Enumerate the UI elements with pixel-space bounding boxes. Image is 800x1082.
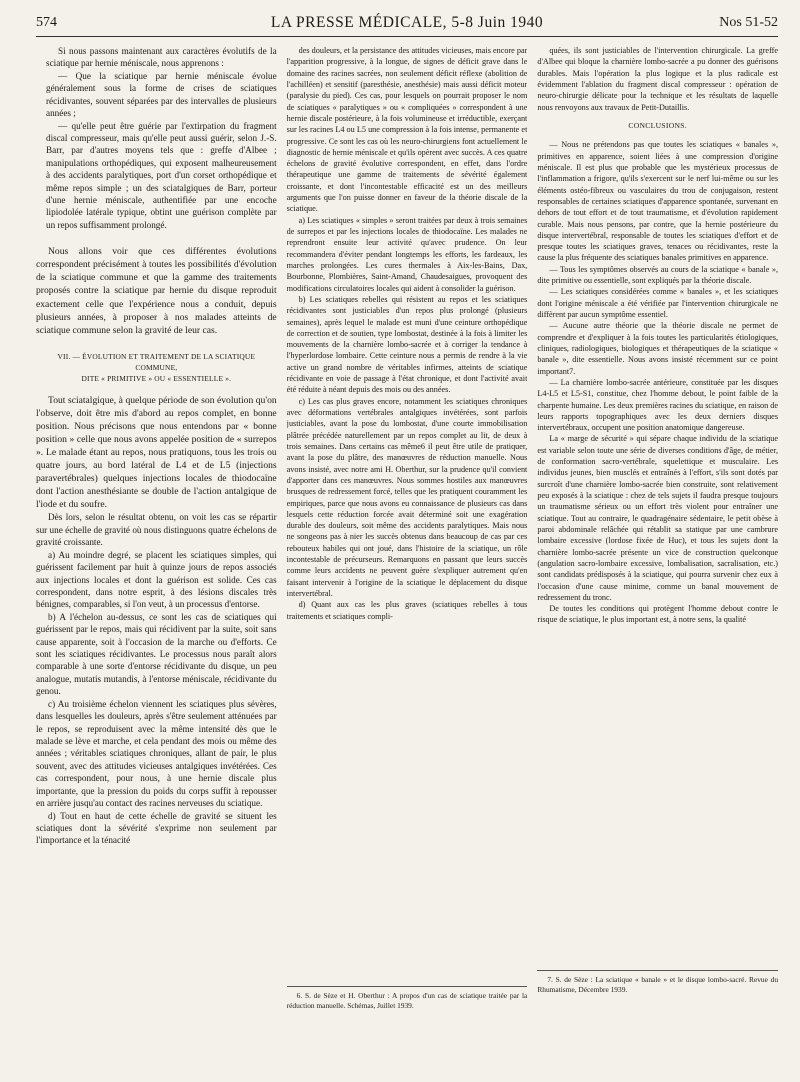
column-3 <box>537 45 778 1075</box>
text-columns <box>36 45 778 1075</box>
journal-title: LA PRESSE MÉDICALE, 5-8 Juin 1940 <box>270 14 544 31</box>
paragraph: Dès lors, selon le résultat obtenu, on voit les cas se répartir sur une échelle de gravité où nous distinguons quatre échelons de gravité croissante. <box>36 512 277 548</box>
paragraph: des douleurs, et la persistance des attitudes vicieuses, mais encore par l'apparition progressive, à la longue, de signes de déficit grave dans le domaine des racines sacrées, non seulement déficit réflexe (abolition de l'achilléen) et sensitif (paresthésie, anesthésie) mais aussi déficit moteur (paralysie du pied). Ces cas, pour lesquels on pourrait proposer le nom de sciatiques « paralytiques » ou « compliquées » correspondent à une hernie discale postérieure, à la fois volumineuse et irréductible, exerçant sur les racines L4 ou L5 une compression à la fois intense, permanente et progressive. Ce sont les cas où les neuro-chirurgiens font actuellement le diagnostic de hernie méniscale et qu'ils opèrent avec succès. A ces quatre échelons de gravité évolutive correspondent, en effet, dans l'ordre thérapeutique une gamme de traitements de sévérité également croissante, et dont l'incontestable efficacité est un des meilleurs arguments que l'on puisse donner en faveur de la théorie discale de la sciatique. <box>286 46 528 214</box>
page-header <box>36 14 778 37</box>
paragraph: De toutes les conditions qui protègent l'homme debout contre le risque de sciatique, le plus important est, à notre sens, la qualité <box>537 604 779 625</box>
paragraph: La « marge de sécurité » qui sépare chaque individu de la sciatique est variable selon toute une série de diverses conditions d'âge, de métier, de conformation sacro-vertébrale, squelettique et musculaire. Les individus jeunes, bien musclés et entraînés à l'effort, s'ils sont dotés par surcroît d'une charnière lombo-sacrée bien construite, sont relativement peu exposés à la sciatique : chez de tels sujets il faudra presque toujours un traumatisme sérieux ou un effort très violent pour entraîner une sciatique. Tout au contraire, le quadragénaire sédentaire, le petit obèse à paroi abdominale relâchée qui rétablit sa statique par une cambrure lombaire excessive (lordose fixée de Huc), et tous les sujets dont la charnière lombo-sacrée présente un vice de construction quelconque (angulation sacro-lombaire excessive, lombalisation, sacralisation, etc.) sont candidats prédisposés à la sciatique, qui pourra survenir chez eux à l'occasion d'une cause minime, comme un banal mouvement de redressement du tronc. <box>537 434 779 602</box>
paragraph: — Tous les symptômes observés au cours de la sciatique « banale », dite primitive ou essentielle, sont expliqués par la théorie discale. <box>537 264 779 286</box>
paragraph: Nous allons voir que ces différentes évolutions correspondent précisément à toutes les possibilités d'évolution de la sciatique commune et que la gamme des traitements proposés contre la sciatique par hernie du disque reproduit exactement celle que l'expérience nous a conduit, depuis plusieurs années, à proposer à nos malades atteints de sciatique commune selon la gravité de leur cas. <box>36 246 277 336</box>
conclusions-heading: CONCLUSIONS. <box>628 120 688 130</box>
paragraph: — La charnière lombo-sacrée antérieure, constituée par les disques L4-L5 et L5-S1, constitue, chez l'homme debout, le point faible de la charpente humaine. Les deux premières racines du sciatique, en raison de leurs rapports topographiques avec les deux derniers disques intervertébraux, occupent une position anatomique dangereuse. <box>537 377 779 433</box>
paragraph: Tout sciatalgique, à quelque période de son évolution qu'on l'observe, doit être mis d'abord au repos complet, en bonne position. Nous précisons que nous entendons par « bonne position » celle que nous avons appelée position de « surrepos ». Le malade étant au repos, nous pratiquons, tous les trois ou quatre jours, au bord latéral de L4 et de L5 (injections paravertébrales) quelques injections locales de thiodocaïne dont l'action anesthésiante se double de l'action antalgique de l'iode et du soufre. <box>36 394 277 511</box>
page-number: 574 <box>36 15 57 30</box>
paragraph: d) Quant aux cas les plus graves (sciatiques rebelles à tous traitements et sciatiques compli- <box>286 600 528 621</box>
paragraph: c) Les cas plus graves encore, notamment les sciatiques chroniques avec déformations vertébrales antalgiques invétérées, sont parfois justiciables, avant la pose du lombostat, d'une courte immobilisation plâtrée précédée naturellement par un repos complet au lit, de deux à trois semaines. Dans certains cas même6 il peut être utile de pratiquer, avant la pose du plâtre, des manœuvres de réduction manuelle. Nous avons insisté, avec notre ami H. Oberthur, sur la prudence qu'il convient d'apporter dans ces manœuvres. Nous sommes hostiles aux manœuvres brusques de redressement forcé, telles que les pratiquent couramment les empiriques, parce que nous avons eu connaissance de plusieurs cas dans lesquels cette réduction forcée avait déterminé soit une exagération durable des douleurs, soit même des accidents paralytiques. Mais nous ne songeons pas à nier les succès obtenus dans beaucoup de cas par ces rebouteux habiles qui ont joué, dans l'histoire de la sciatique, un rôle incontestable de précurseurs. Remarquons en passant que leurs succès comme leurs accidents ne peuvent guère s'expliquer autrement qu'en faisant intervenir à l'origine de la sciatique le déplacement du disque intervertébral. <box>286 396 528 598</box>
section-heading-line: VII. — ÉVOLUTION ET TRAITEMENT DE LA SCIATIQUE COMMUNE, <box>57 351 256 372</box>
issue-number: Nos 51-52 <box>719 15 778 30</box>
footnote: 7. S. de Sèze : La sciatique « banale » et le disque lombo-sacré. Revue du Rhumatisme, Décembre 1939. <box>537 970 778 995</box>
section-heading-line: DITE « PRIMITIVE » OU « ESSENTIELLE ». <box>81 373 232 383</box>
paragraph: — Que la sciatique par hernie méniscale évolue généralement sous la forme de crises de sciatiques récidivantes, souvent séparées par des intervalles de plusieurs années ; <box>46 70 277 119</box>
paragraph: b) Les sciatiques rebelles qui résistent au repos et les sciatiques récidivantes sont justiciables d'un repos plus prolongé (plusieurs semaines), après lequel le malade est muni d'une ceinture orthopédique de correction et de soutien, type lombostat, destinée à la fois à limiter les mouvements de la charnière lombo-sacrée et à corriger la tendance à l'hyperlordose lombaire. Cette ceinture nous a permis de rendre à la vie active un grand nombre de véritables infirmes, atteints de sciatique récidivante en voie de passage à l'état chronique, et dont l'activité avait été réduite à néant depuis des mois ou des années. <box>286 294 528 395</box>
paragraph: — Aucune autre théorie que la théorie discale ne permet de comprendre et d'expliquer à la fois toutes les particularités étiologiques, cliniques, radiologiques, biologiques et thérapeutiques de la sciatique « banale », dite essentielle. Nous avons insisté récemment sur ce point important7. <box>537 321 779 376</box>
section-heading <box>36 351 277 384</box>
column-1 <box>36 45 277 1075</box>
paragraph: b) A l'échelon au-dessus, ce sont les cas de sciatiques qui guérissent par le repos, mais qui récidivent par la suite, soit sans cause apparente, soit à l'occasion de la marche ou d'efforts. Ce sont les sciatiques récidivantes. Le processus nous paraît alors comparable à une sorte d'entorse récidivante du disque, un peu analogue, mutatis mutandis, à l'entorse méniscale, récidivante du genou. <box>36 611 277 697</box>
column-2 <box>287 45 528 1075</box>
paragraph: — Les sciatiques considérées comme « banales », et les sciatiques dont l'origine méniscale a été vérifiée par l'intervention chirurgicale ne diffèrent par aucun symptôme essentiel. <box>537 287 779 320</box>
paragraph: — Nous ne prétendons pas que toutes les sciatiques « banales », primitives en apparence, soient liées à une compression d'origine méniscale. Il est plus que probable que les mystérieux processus de l'inflammation a frigore, qu'ils s'exercent sur le nerf lui-même ou sur les éléments ostéo-fibreux ou vasculaires du trou de conjugaison, restent responsables de certaines sciatiques d'apparence spontanée, survenant en dehors de tout effort et de tout traumatisme, et d'évolution rapidement curable. Mais nous pensons, par contre, que la hernie postérieure du disque intervertébral, responsable de toutes les sciatiques d'effort et de presque toutes les sciatiques graves, tenaces ou récidivantes, reste la cause la plus fréquente des sciatiques banales primitives en apparence. <box>537 140 779 263</box>
paragraph: Si nous passons maintenant aux caractères évolutifs de la sciatique par hernie méniscale, nous apprenons : <box>46 46 277 69</box>
paragraph: quées, ils sont justiciables de l'intervention chirurgicale. La greffe d'Albee qui bloque la charnière lombo-sacrée a pu donner des guérisons durables. Mais l'opération la plus logique et la plus radicale est évidemment l'ablation du fragment discal compresseur : opération de neuro-chirurgie délicate pour la technique et les résultats de laquelle nous renvoyons aux travaux de Petit-Dutaillis. <box>537 46 779 112</box>
footnote: 6. S. de Sèze et H. Oberthur : A propos d'un cas de sciatique traitée par la réduction manuelle. Schémas, Juillet 1939. <box>287 986 528 1011</box>
paragraph: a) Les sciatiques « simples » seront traitées par deux à trois semaines de surrepos et par les injections locales de thiodocaïne. Les malades ne reprendront ensuite leur activité qu'avec prudence. On leur recommandera d'éviter pendant longtemps les efforts, les fardeaux, les marches prolongées. Les cures thermales à Aix-les-Bains, Dax, Bourbonne, Plombières, Saint-Amand, Chaudesaigues, provoquent des modifications circulatoires locales qui aident à consolider la guérison. <box>286 215 528 293</box>
paragraph: — qu'elle peut être guérie par l'extirpation du fragment discal compresseur, mais qu'elle peut aussi guérir, selon J.-S. Barr, par d'autres moyens tels que : greffe d'Albee ; manipulations orthopédiques, qui exposent malheureusement à des accidents paralytiques, port d'un corset orthopédique et même repos simple ; un des sciatalgiques de Barr, porteur d'une hernie méniscale, authentifiée par une encoche lipiodolée latérale typique, obtint une guérison complète par un repos suffisamment prolongé. <box>46 120 277 230</box>
paragraph: d) Tout en haut de cette échelle de gravité se situent les sciatiques dont la sévérité s'exprime non seulement par l'importance et la ténacité <box>36 810 277 846</box>
paragraph: c) Au troisième échelon viennent les sciatiques plus sévères, dans lesquelles les douleurs, après s'être seulement atténuées par le repos, se reproduisent avec la même intensité dès que le malade se lève et marche, et cela pendant des mois ou même des années ; véritables sciatiques chroniques, allant de pair, le plus souvent, avec des attitudes vicieuses antalgiques invétérées. Ces cas correspondent, pour nous, à une hernie discale plus importante, que la pression du poids du corps suffit à repousser en arrière jusqu'au contact des racines nerveuses du sciatique. <box>36 698 277 809</box>
paragraph: a) Au moindre degré, se placent les sciatiques simples, qui guérissent facilement par huit à quinze jours de repos associés aux injections locales et dont la guérison est solide. Ces cas correspondent, dans notre esprit, à des lésions discales très bénignes, comparables, si l'on veut, à un processus d'entorse. <box>36 549 277 610</box>
